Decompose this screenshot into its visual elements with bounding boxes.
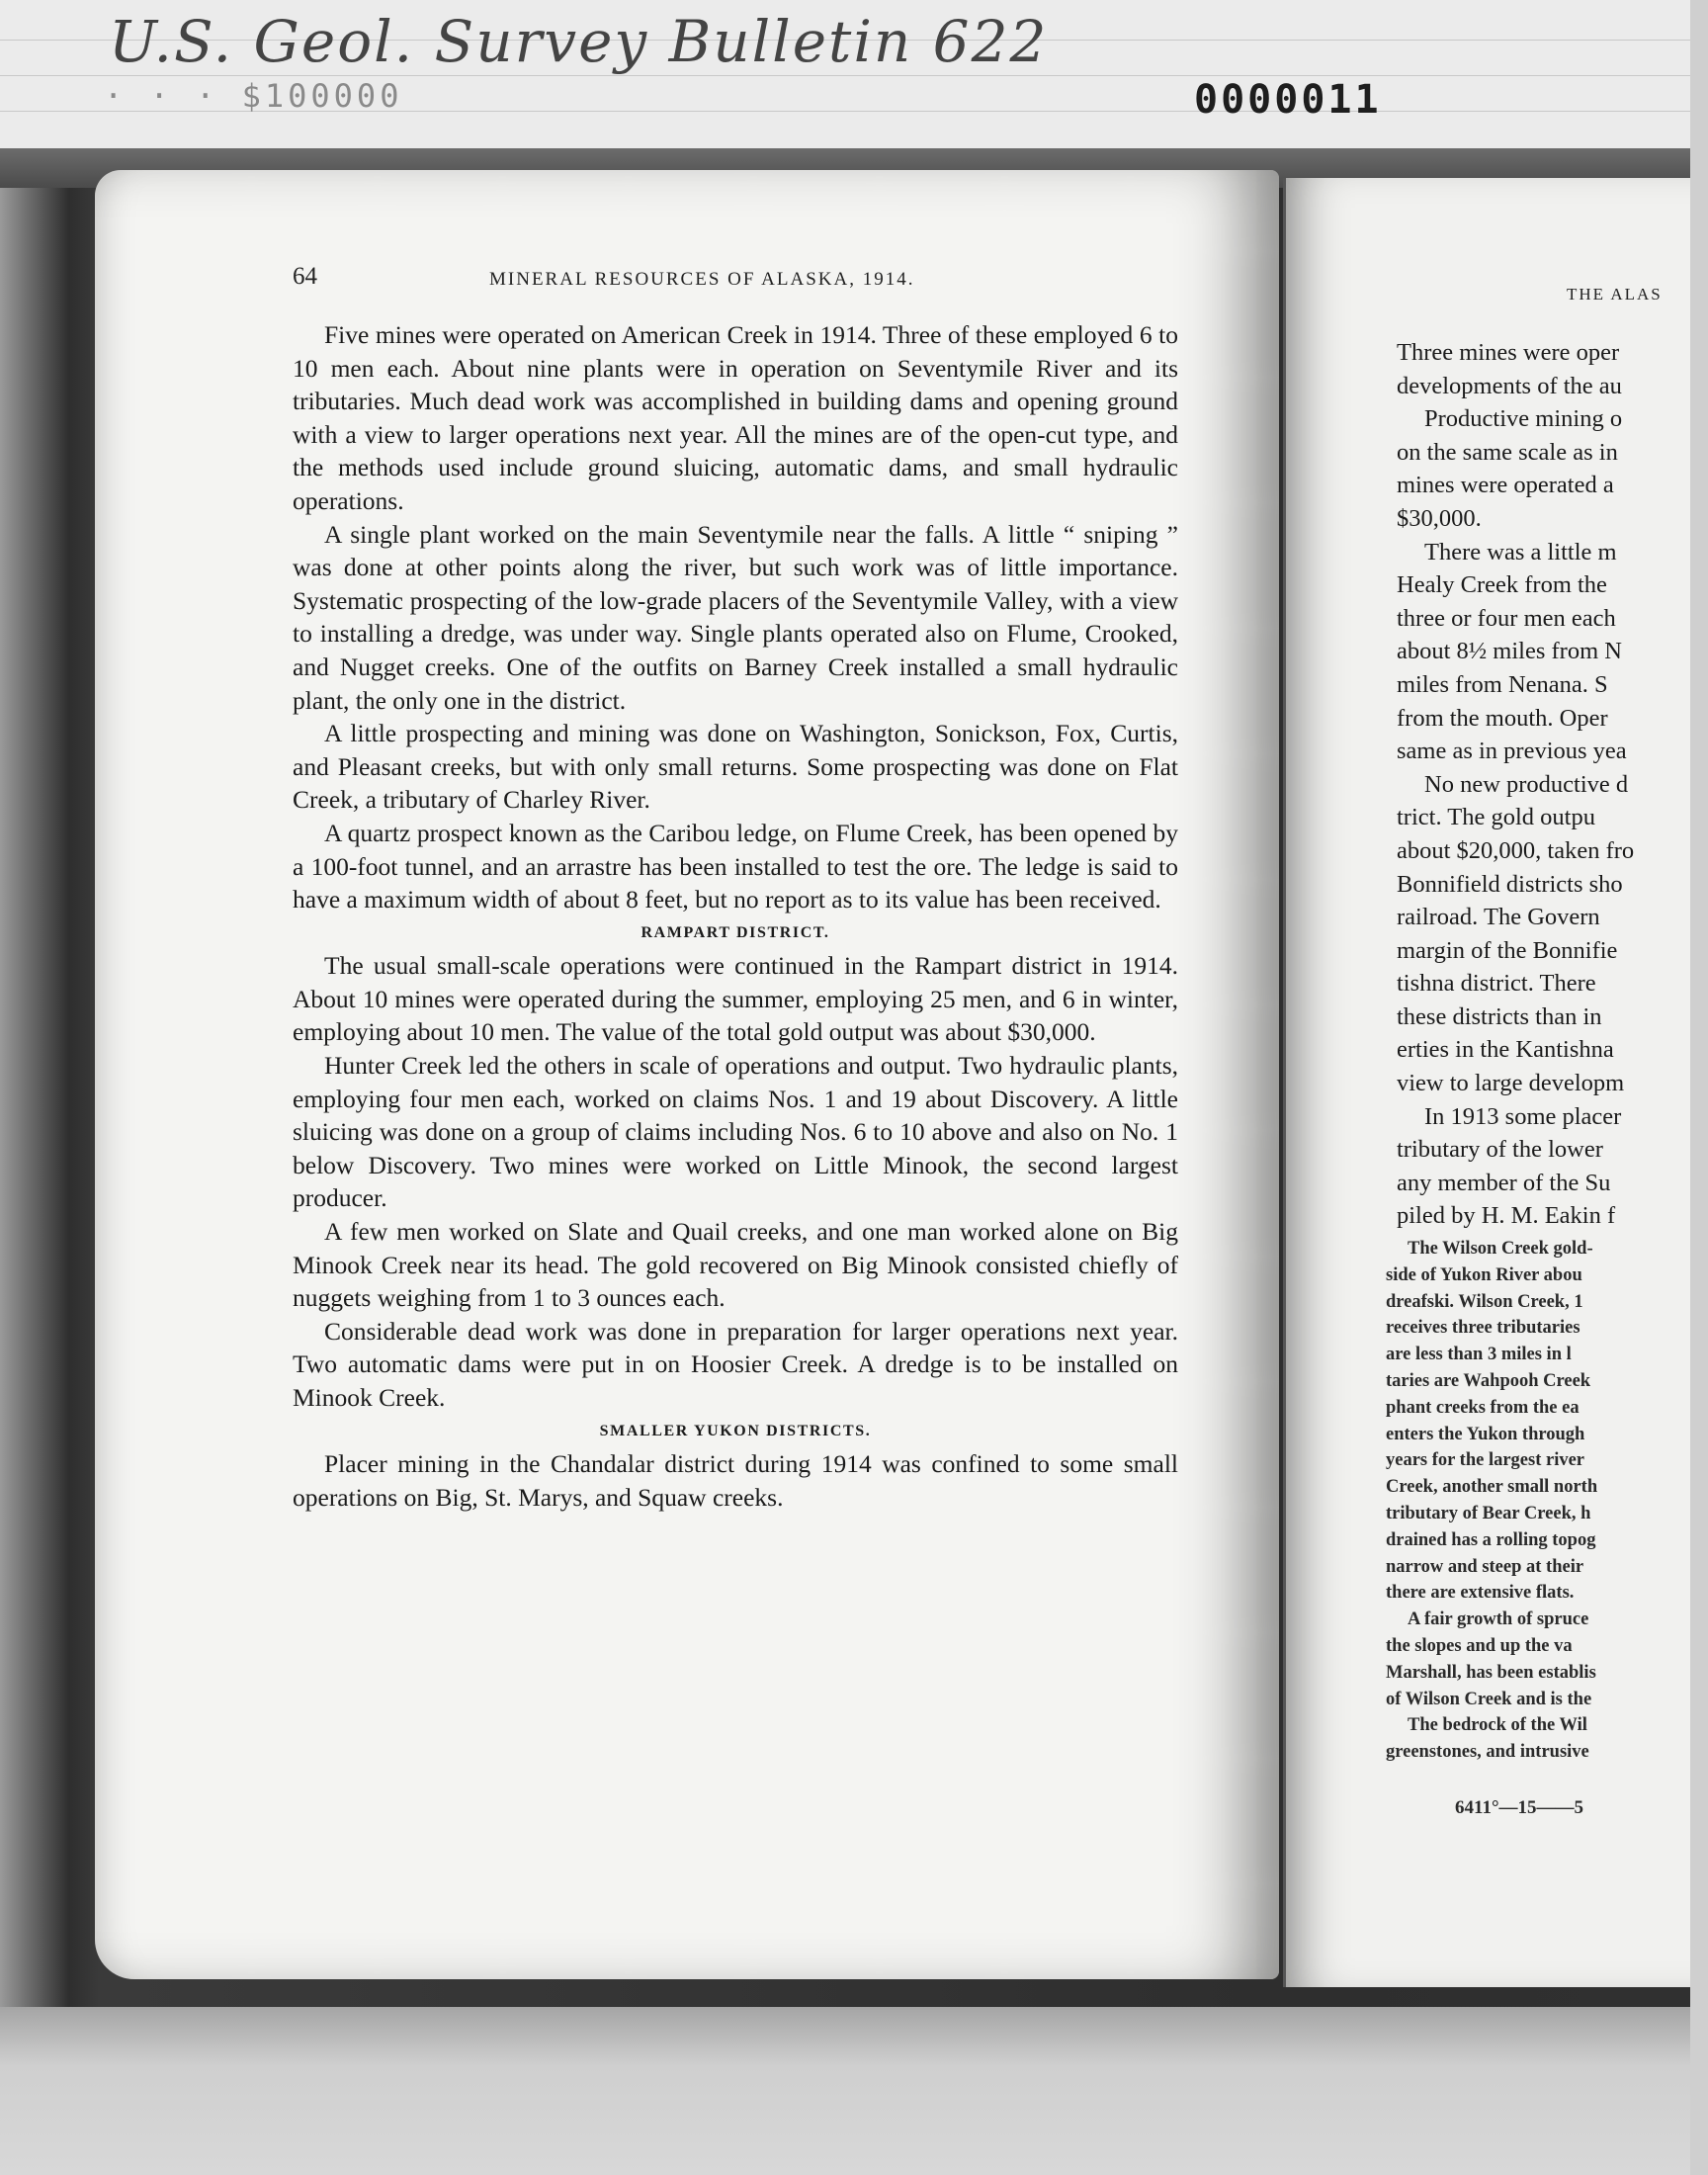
paragraph: The usual small-scale operations were continued in the Rampart district in 1914. About 10 mines were operated during the summer, employing 25 men, and 6 in winter, employing about 10 men. The value of the total gold output was about $30,000. xyxy=(293,951,1178,1047)
small-text-line: tributary of Bear Creek, h xyxy=(1386,1503,1591,1523)
small-text-line: phant creeks from the ea xyxy=(1386,1397,1580,1418)
small-text-line: A fair growth of spruce xyxy=(1408,1610,1589,1630)
text-line: about 8½ miles from N xyxy=(1397,638,1622,665)
text-line: piled by H. M. Eakin f xyxy=(1397,1202,1616,1230)
scan-shadow-bottom xyxy=(0,2007,1708,2175)
right-page-small-print xyxy=(1386,1236,1708,1766)
small-text-line: drained has a rolling topog xyxy=(1386,1529,1596,1550)
text-line: Three mines were oper xyxy=(1397,339,1620,366)
text-line: mines were operated a xyxy=(1397,472,1614,499)
handwritten-note: U.S. Geol. Survey Bulletin 622 xyxy=(109,8,1049,75)
text-line: No new productive d xyxy=(1424,770,1629,798)
small-text-line: The Wilson Creek gold- xyxy=(1408,1239,1593,1259)
text-line: about $20,000, taken fro xyxy=(1397,836,1635,864)
text-line: on the same scale as in xyxy=(1397,438,1618,466)
section-heading-rampart: RAMPART DISTRICT. xyxy=(640,923,830,941)
text-line: erties in the Kantishna xyxy=(1397,1036,1614,1064)
text-line: In 1913 some placer xyxy=(1424,1102,1622,1130)
stamp-number: 0000011 xyxy=(1194,77,1382,123)
paragraph: Considerable dead work was done in preparation for larger operations next year. Two automatic dams were put in on Hoosier Creek. A dredge is to be installed on Minook Creek. xyxy=(293,1316,1178,1412)
right-running-head: THE ALAS xyxy=(1567,285,1663,304)
text-line: miles from Nenana. S xyxy=(1397,670,1608,698)
right-page-body xyxy=(1397,336,1708,1233)
text-line: view to large developm xyxy=(1397,1070,1625,1097)
scan-right-margin xyxy=(1690,0,1708,2175)
small-text-line: The bedrock of the Wil xyxy=(1408,1715,1587,1736)
text-line: same as in previous yea xyxy=(1397,738,1627,765)
small-text-line: greenstones, and intrusive xyxy=(1386,1742,1589,1763)
text-line: There was a little m xyxy=(1424,538,1617,566)
paragraph: A quartz prospect known as the Caribou ledge, on Flume Creek, has been opened by a 100-foot tunnel, and an arrastre has been installed to test the ore. The ledge is said to have a maximum width of about 8 feet, but no report as to its value has been received. xyxy=(293,818,1178,914)
paragraph: A little prospecting and mining was done on Washington, Sonickson, Fox, Curtis, and Pleasant creeks, but with only small returns. Some prospecting was done on Flat Creek, a tributary of Charley River. xyxy=(293,719,1178,815)
text-line: railroad. The Govern xyxy=(1397,904,1600,931)
small-text-line: receives three tributaries xyxy=(1386,1318,1580,1339)
small-text-line: taries are Wahpooh Creek xyxy=(1386,1370,1591,1391)
text-line: developments of the au xyxy=(1397,372,1622,399)
text-line: from the mouth. Oper xyxy=(1397,704,1608,732)
ruled-line xyxy=(0,75,1708,76)
text-line: Bonnifield districts sho xyxy=(1397,870,1623,898)
small-text-line: there are extensive flats. xyxy=(1386,1583,1575,1604)
small-text-line: narrow and steep at their xyxy=(1386,1556,1584,1577)
text-line: Productive mining o xyxy=(1424,405,1623,433)
text-line: trict. The gold outpu xyxy=(1397,804,1595,831)
small-text-line: side of Yukon River abou xyxy=(1386,1264,1582,1285)
small-text-line: enters the Yukon through xyxy=(1386,1424,1585,1444)
small-text-line: Creek, another small north xyxy=(1386,1477,1598,1498)
small-text-line: Marshall, has been establis xyxy=(1386,1662,1596,1683)
small-text-line: the slopes and up the va xyxy=(1386,1635,1573,1656)
small-text-line: dreafski. Wilson Creek, 1 xyxy=(1386,1291,1583,1312)
paragraph: A few men worked on Slate and Quail creeks, and one man worked alone on Big Minook Creek near its head. The gold recovered on Big Minook consisted chiefly of nuggets weighing from 1 to 3 ounces each. xyxy=(293,1217,1178,1313)
faint-stamp: · · · $100000 xyxy=(104,77,403,115)
text-line: Healy Creek from the xyxy=(1397,571,1607,599)
text-line: these districts than in xyxy=(1397,1002,1602,1030)
page-number: 64 xyxy=(293,263,317,290)
left-page-body xyxy=(293,318,1178,1514)
text-line: any member of the Su xyxy=(1397,1169,1611,1196)
text-line: tishna district. There xyxy=(1397,970,1596,998)
paragraph: Placer mining in the Chandalar district during 1914 was confined to some small operations on Big, St. Marys, and Squaw creeks. xyxy=(293,1449,1178,1512)
signature-line: 6411°—15——5 xyxy=(1455,1797,1584,1818)
paragraph: Five mines were operated on American Creek in 1914. Three of these employed 6 to 10 men each. About nine plants were in operation on Seventymile River and its tributaries. Much dead work was accomplished in building dams and opening ground with a view to larger operations next year. All the mines are of the open-cut type, and the methods used include ground sluicing, automatic dams, and small hydraulic operations. xyxy=(293,320,1178,515)
running-title: MINERAL RESOURCES OF ALASKA, 1914. xyxy=(489,269,915,290)
small-text-line: are less than 3 miles in l xyxy=(1386,1345,1572,1365)
text-line: tributary of the lower xyxy=(1397,1136,1603,1164)
paragraph: Hunter Creek led the others in scale of operations and output. Two hydraulic plants, employing four men each, worked on claims Nos. 1 and 19 about Discovery. A little sluicing was done on a group of claims including Nos. 6 to 10 above and also on No. 1 below Discovery. Two mines were worked on Little Minook, the second largest producer. xyxy=(293,1051,1178,1213)
text-line: $30,000. xyxy=(1397,504,1482,532)
small-text-line: of Wilson Creek and is the xyxy=(1386,1689,1592,1709)
paragraph: A single plant worked on the main Seventymile near the falls. A little “ sniping ” was done at other points along the river, but such work was of little importance. Systematic prospecting of the low-grade placers of the Seventymile Valley, with a view to installing a dredge, was under way. Single plants operated also on Flume, Crooked, and Nugget creeks. One of the outfits on Barney Creek installed a small hydraulic plant, the only one in the district. xyxy=(293,519,1178,715)
text-line: margin of the Bonnifie xyxy=(1397,936,1618,964)
text-line: three or four men each xyxy=(1397,604,1616,632)
section-heading-yukon: SMALLER YUKON DISTRICTS. xyxy=(599,1422,872,1439)
small-text-line: years for the largest river xyxy=(1386,1450,1585,1471)
